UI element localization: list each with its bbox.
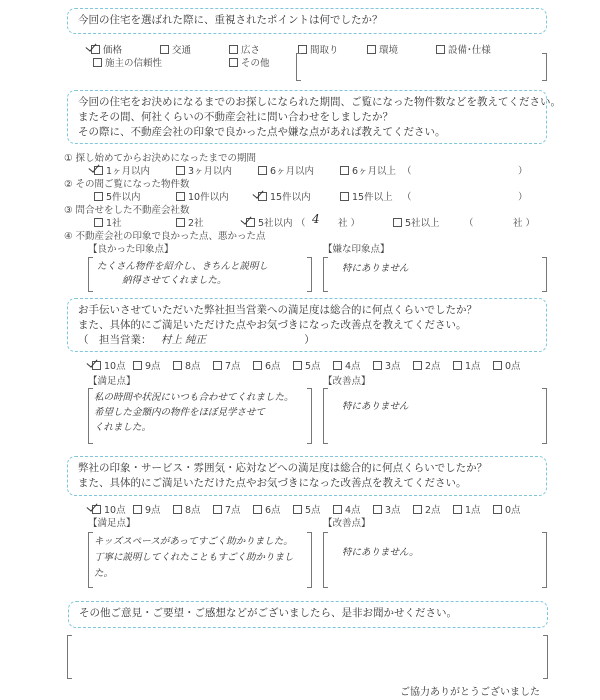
q2-sub4-title: ④ 不動産会社の印象で良かった点、悪かった点: [64, 231, 266, 242]
checkbox-icon[interactable]: [133, 505, 142, 514]
q4-question-line: 弊社の印象・サービス・雰囲気・応対などへの満足度は総合的に何点くらいでしたか？: [78, 462, 488, 474]
checkbox-icon[interactable]: [367, 45, 376, 54]
q4-improve-text: 特にありません。: [342, 547, 419, 558]
q3-score-4[interactable]: [333, 358, 361, 372]
checkbox-icon[interactable]: [413, 361, 422, 370]
checkbox-icon[interactable]: [253, 361, 262, 370]
option-label: 1ヶ月以内: [106, 166, 151, 177]
staff-line: [78, 333, 536, 348]
option-label: 5社以内: [258, 218, 293, 229]
checkbox-icon[interactable]: [258, 166, 267, 175]
good-impression-text-line: 納得させてくれました。: [122, 275, 227, 286]
checkbox-icon[interactable]: [94, 218, 103, 227]
q4-question-box: [67, 456, 547, 496]
checkbox-icon[interactable]: [173, 505, 182, 514]
score-label: 2点: [425, 361, 441, 372]
q4-score-9[interactable]: [133, 502, 161, 516]
q3-score-3[interactable]: [373, 358, 401, 372]
checkbox-checked-icon[interactable]: [94, 166, 103, 175]
option-15items[interactable]: [258, 189, 311, 203]
q3-score-8[interactable]: [173, 358, 201, 372]
good-impression-label: 【良かった印象点】: [88, 244, 174, 255]
checkbox-icon[interactable]: [160, 45, 169, 54]
checkbox-icon[interactable]: [253, 505, 262, 514]
q3-improve-label: 【改善点】: [323, 376, 371, 387]
checkbox-icon[interactable]: [436, 45, 445, 54]
q1-option-other[interactable]: [229, 55, 270, 69]
score-label: 5点: [305, 505, 321, 516]
q3-score-2[interactable]: [413, 358, 441, 372]
paren-close: ）: [518, 192, 528, 203]
checkbox-icon[interactable]: [340, 192, 349, 201]
checkbox-icon[interactable]: [333, 505, 342, 514]
q4-score-6[interactable]: [253, 502, 281, 516]
q2-sub3-title: ③ 問合せをした不動産会社数: [64, 205, 190, 216]
checkbox-checked-icon[interactable]: [258, 192, 267, 201]
q4-score-5[interactable]: [293, 502, 321, 516]
staff-close: ）: [304, 334, 315, 346]
paren-open: （: [464, 218, 474, 229]
option-6months[interactable]: [258, 163, 314, 177]
q4-improve-field[interactable]: [323, 533, 547, 587]
q1-option-builder-trust[interactable]: [93, 55, 162, 69]
checkbox-icon[interactable]: [173, 361, 182, 370]
q2-sub1-options: [0, 163, 600, 175]
score-label: 8点: [185, 361, 201, 372]
q2-sub2-title: ② その間ご覧になった物件数: [64, 179, 190, 190]
q4-score-2[interactable]: [413, 502, 441, 516]
q3-improve-text: 特にありません: [342, 401, 409, 412]
q3-score-options: [0, 358, 600, 370]
q3-satisfied-text-line: 私の時間や状況にいつも合わせてくれました。: [94, 392, 294, 403]
q3-score-6[interactable]: [253, 358, 281, 372]
bad-impression-text: 特にありません: [342, 263, 409, 274]
q3-satisfied-label: 【満足点】: [88, 376, 136, 387]
score-label: 7点: [225, 361, 241, 372]
q3-question-line: また、具体的にご満足いただけた点やお気づきになった改善点を教えてください。: [78, 319, 467, 331]
score-label: 5点: [305, 361, 321, 372]
q5-question: その他ご意見・ご要望・ご感想などがございましたら、是非お聞かせください。: [79, 607, 457, 619]
q3-score-0[interactable]: [493, 358, 521, 372]
score-label: 3点: [385, 505, 401, 516]
checkbox-icon[interactable]: [176, 192, 185, 201]
company-count-handwritten[interactable]: 4: [312, 212, 320, 226]
option-over-15items[interactable]: [340, 189, 393, 203]
q4-score-options: [0, 502, 600, 514]
option-label: 2社: [188, 218, 204, 229]
q1-option-size[interactable]: [229, 42, 260, 56]
q2-sub2-options: [0, 189, 600, 201]
checkbox-icon[interactable]: [176, 166, 185, 175]
score-label: 2点: [425, 505, 441, 516]
q4-score-3[interactable]: [373, 502, 401, 516]
score-label: 6点: [265, 505, 281, 516]
q5-comment-field[interactable]: [67, 636, 548, 678]
checkbox-icon[interactable]: [373, 361, 382, 370]
q2-question-box: [67, 90, 561, 144]
checkbox-icon[interactable]: [293, 505, 302, 514]
q3-question-box: [67, 298, 547, 352]
staff-label: （ 担当営業：: [78, 334, 152, 346]
checkbox-icon[interactable]: [373, 505, 382, 514]
q2-question-line: その際に、不動産会社の印象で良かった点や嫌な点があれば教えてください。: [78, 126, 446, 138]
checkbox-icon[interactable]: [333, 361, 342, 370]
score-label: 0点: [505, 361, 521, 372]
option-2companies[interactable]: [176, 215, 204, 229]
q1-other-input[interactable]: [296, 54, 547, 80]
paren-open: （: [402, 166, 412, 177]
score-label: 1点: [465, 505, 481, 516]
option-1company[interactable]: [94, 215, 122, 229]
count-unit: 社 ）: [338, 218, 361, 229]
q4-score-10[interactable]: [92, 502, 126, 516]
score-label: 6点: [265, 361, 281, 372]
option-over-5companies[interactable]: [393, 215, 440, 229]
q3-score-1[interactable]: [453, 358, 481, 372]
q5-question-box: [68, 601, 548, 628]
q2-question-line: 今回の住宅をお決めになるまでのお探しになられた期間、ご覧になった物件数などを教えてください。: [78, 96, 561, 108]
q4-satisfied-text-line: キッズスペースがあってすごく助かりました。: [94, 536, 293, 547]
q3-score-7[interactable]: [213, 358, 241, 372]
q4-score-4[interactable]: [333, 502, 361, 516]
q4-score-0[interactable]: [493, 502, 521, 516]
option-label: 6ヶ月以内: [270, 166, 315, 177]
q4-score-7[interactable]: [213, 502, 241, 516]
score-label: 10点: [104, 361, 126, 372]
checkbox-icon[interactable]: [213, 361, 222, 370]
option-label: 10件以内: [188, 192, 229, 203]
checkbox-checked-icon[interactable]: [92, 361, 101, 370]
option-5companies[interactable]: [246, 215, 293, 229]
option-label: 5社以上: [405, 218, 440, 229]
option-label: 施主の信頼性: [105, 58, 163, 69]
good-impression-text-line: たくさん物件を紹介し、きちんと説明し: [97, 261, 269, 272]
q1-question-box: [67, 8, 547, 34]
option-label: 環境: [379, 45, 399, 56]
score-label: 3点: [385, 361, 401, 372]
option-label: その他: [241, 58, 270, 69]
q4-improve-label: 【改善点】: [323, 518, 371, 529]
score-label: 7点: [225, 505, 241, 516]
option-label: 1社: [106, 218, 122, 229]
option-label: 3ヶ月以内: [188, 166, 233, 177]
option-1month[interactable]: [94, 163, 150, 177]
checkbox-icon[interactable]: [293, 361, 302, 370]
score-label: 4点: [345, 505, 361, 516]
option-label: 価格: [103, 45, 123, 56]
count-unit: 社 ）: [513, 218, 536, 229]
checkbox-checked-icon[interactable]: [91, 45, 100, 54]
footer-thanks: ご協力ありがとうございました: [400, 687, 540, 698]
option-label: 設備･仕様: [448, 45, 491, 56]
checkbox-icon[interactable]: [453, 505, 462, 514]
q2-sub3-options: [0, 212, 600, 229]
checkbox-icon[interactable]: [413, 505, 422, 514]
q2-question-line: またその間、何社くらいの不動産会社に問い合わせをしましたか？: [78, 111, 393, 123]
q1-option-price[interactable]: [91, 42, 122, 56]
staff-name-handwritten[interactable]: 村上 純正: [160, 334, 207, 346]
option-over-6months[interactable]: [340, 163, 396, 177]
checkbox-icon[interactable]: [229, 58, 238, 67]
q3-satisfied-text-line: くれました。: [94, 422, 152, 433]
option-label: 間取り: [310, 45, 339, 56]
q3-improve-field[interactable]: [323, 389, 547, 443]
q4-satisfied-text-line: た。: [94, 568, 114, 579]
checkbox-checked-icon[interactable]: [92, 505, 101, 514]
checkbox-icon[interactable]: [176, 218, 185, 227]
checkbox-icon[interactable]: [393, 218, 402, 227]
q3-question-line: お手伝いさせていただいた弊社担当営業への満足度は総合的に何点くらいでしたか？: [78, 304, 477, 316]
score-label: 9点: [145, 361, 161, 372]
q3-satisfied-text-line: 希望した金額内の物件をほぼ見学させて: [94, 407, 266, 418]
checkbox-checked-icon[interactable]: [246, 218, 255, 227]
q1-question: 今回の住宅を選ばれた際に、重視されたポイントは何でしたか？: [78, 14, 383, 26]
checkbox-icon[interactable]: [133, 361, 142, 370]
paren-open: （: [296, 218, 306, 229]
score-label: 4点: [345, 361, 361, 372]
paren-open: （: [402, 192, 412, 203]
option-label: 交通: [172, 45, 192, 56]
q3-score-9[interactable]: [133, 358, 161, 372]
option-3months[interactable]: [176, 163, 232, 177]
q3-score-5[interactable]: [293, 358, 321, 372]
option-5items[interactable]: [94, 189, 141, 203]
checkbox-icon[interactable]: [493, 505, 502, 514]
q1-option-transport[interactable]: [160, 42, 191, 56]
q4-question-line: また、具体的にご満足いただけた点やお気づきになった改善点を教えてください。: [78, 477, 467, 489]
q4-score-8[interactable]: [173, 502, 201, 516]
paren-close: ）: [518, 166, 528, 177]
score-label: 0点: [505, 505, 521, 516]
q4-satisfied-text-line: 丁寧に説明してくれたこともすごく助かりまし: [94, 552, 294, 563]
q2-sub1-title: ① 探し始めてからお決めになったまでの期間: [64, 153, 257, 164]
option-label: 広さ: [241, 45, 261, 56]
score-label: 9点: [145, 505, 161, 516]
option-label: 15件以内: [270, 192, 311, 203]
checkbox-icon[interactable]: [93, 58, 102, 67]
bad-impression-label: 【嫌な印象点】: [323, 244, 390, 255]
checkbox-icon[interactable]: [340, 166, 349, 175]
checkbox-icon[interactable]: [453, 361, 462, 370]
option-label: 5件以内: [106, 192, 141, 203]
q4-satisfied-label: 【満足点】: [88, 518, 136, 529]
checkbox-icon[interactable]: [493, 361, 502, 370]
checkbox-icon[interactable]: [213, 505, 222, 514]
option-10items[interactable]: [176, 189, 229, 203]
q3-score-10[interactable]: [92, 358, 126, 372]
checkbox-icon[interactable]: [94, 192, 103, 201]
score-label: 1点: [465, 361, 481, 372]
option-label: 15件以上: [352, 192, 393, 203]
checkbox-icon[interactable]: [229, 45, 238, 54]
score-label: 8点: [185, 505, 201, 516]
option-label: 6ヶ月以上: [352, 166, 397, 177]
q4-score-1[interactable]: [453, 502, 481, 516]
score-label: 10点: [104, 505, 126, 516]
